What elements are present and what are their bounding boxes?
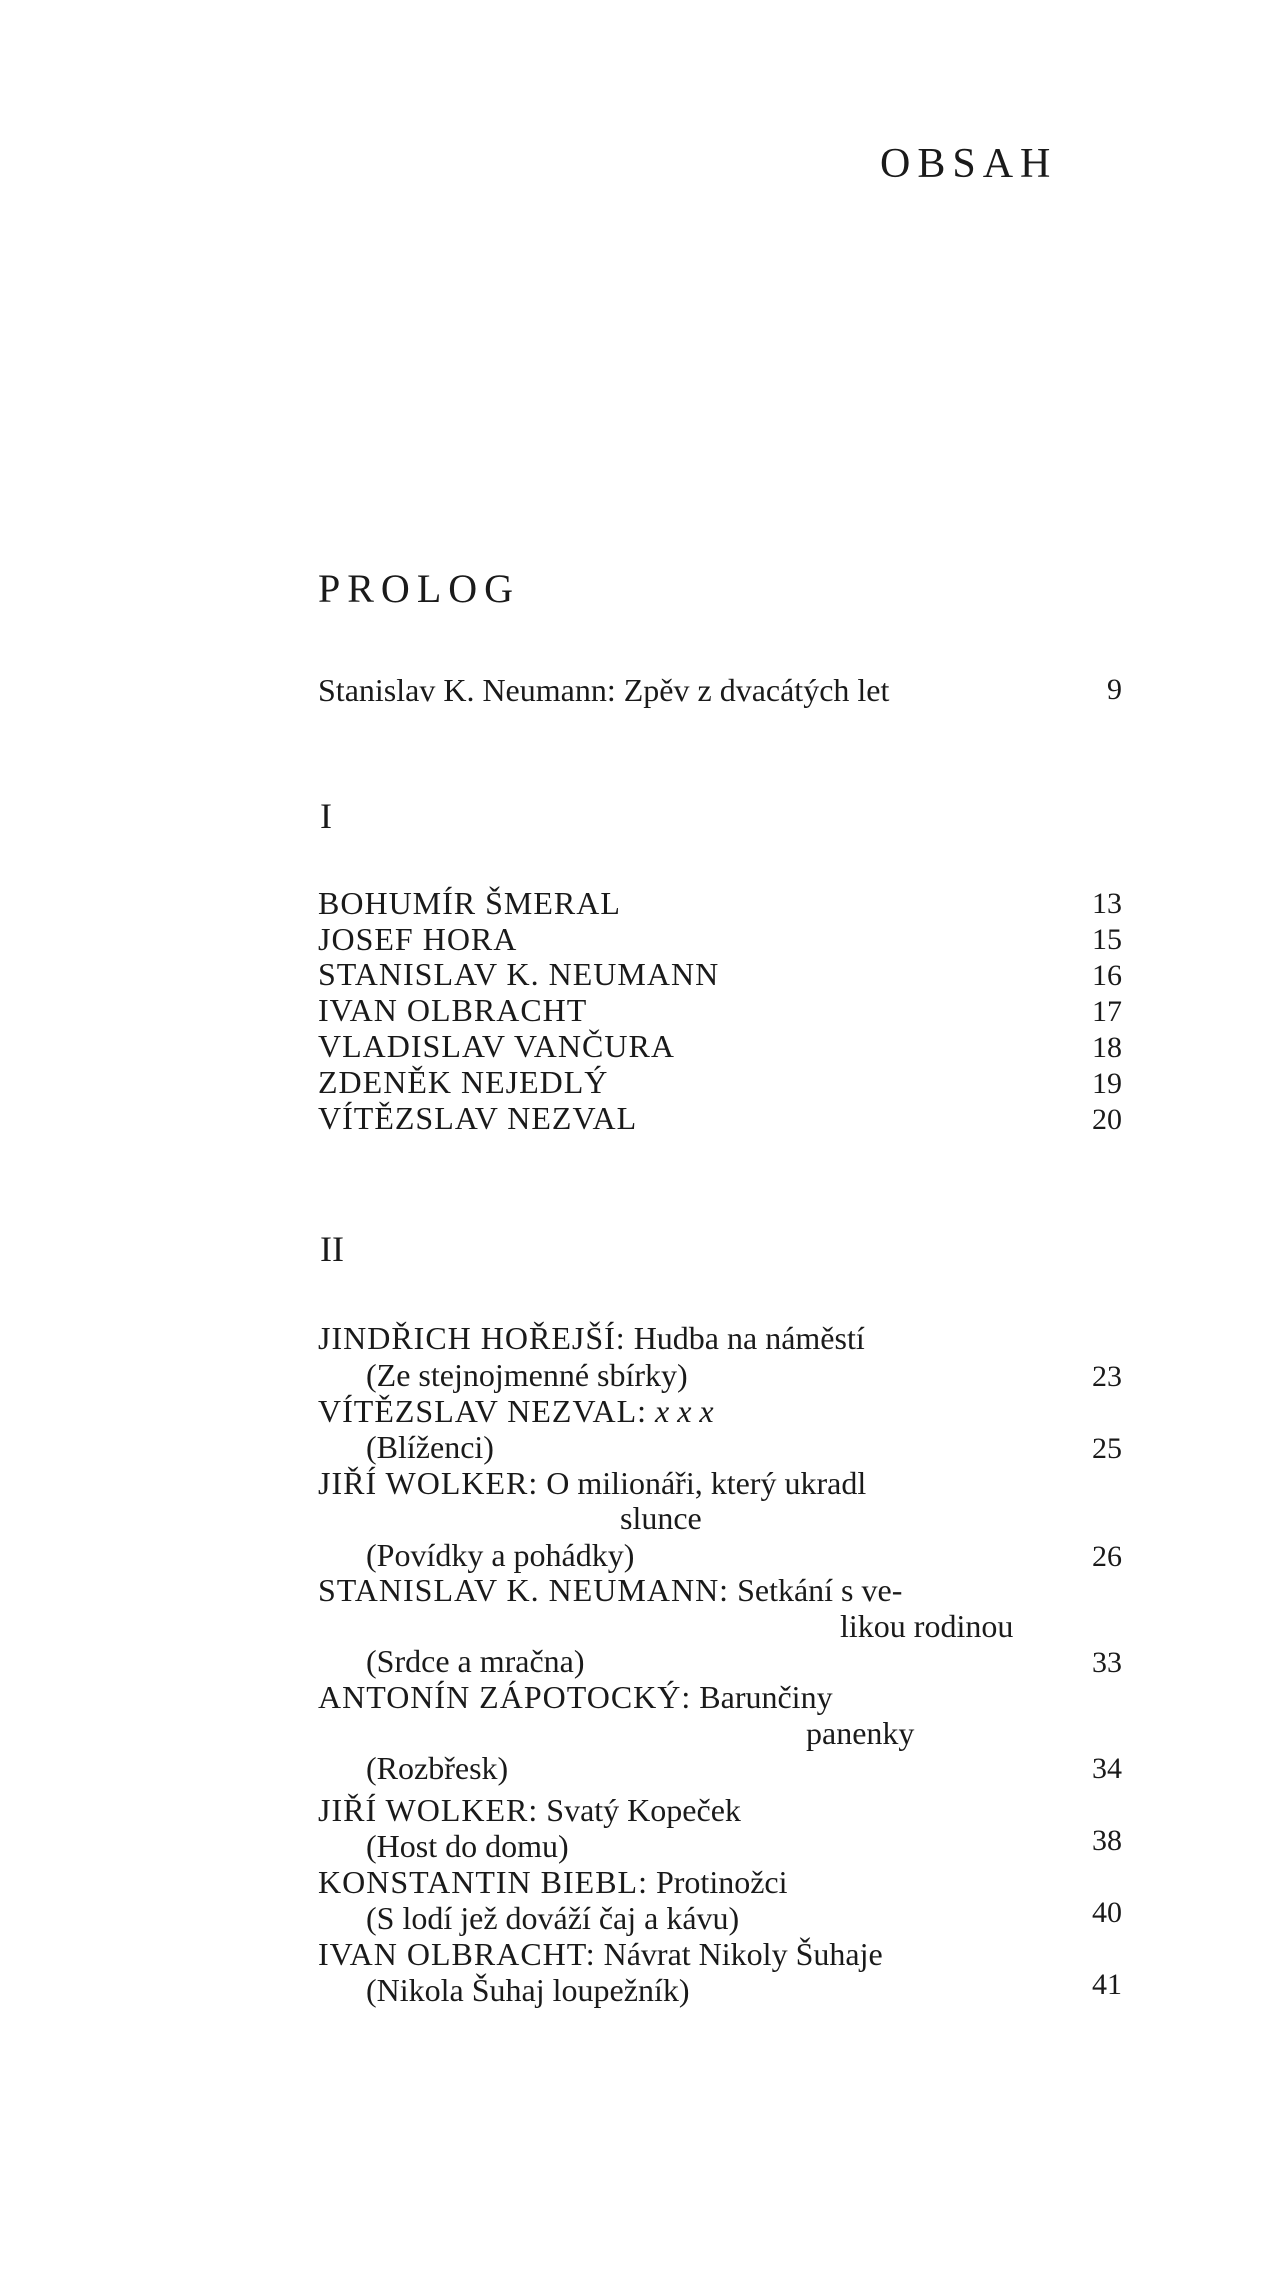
toc-source: (Rozbřesk) (366, 1750, 509, 1786)
toc-work: Barunčiny (699, 1679, 833, 1715)
toc-author: STANISLAV K. NEUMANN: (318, 1572, 730, 1608)
toc-work-continuation: likou rodinou (840, 1608, 1014, 1644)
toc-work: Svatý Kopeček (546, 1792, 741, 1828)
prolog-entry: Stanislav K. Neumann: Zpěv z dvacátých let (318, 672, 890, 708)
toc-author: JIŘÍ WOLKER: (318, 1465, 539, 1501)
toc-page-number: 25 (1092, 1432, 1122, 1465)
toc-entry (318, 1864, 788, 1901)
section-ii-numeral: II (320, 1229, 344, 1269)
toc-entry (318, 1465, 866, 1502)
toc-entry: ZDENĚK NEJEDLÝ (318, 1064, 609, 1100)
toc-entry: STANISLAV K. NEUMANN (318, 956, 720, 992)
section-i-numeral: I (320, 796, 332, 836)
toc-entry: IVAN OLBRACHT (318, 992, 588, 1028)
prolog-heading: PROLOG (318, 566, 521, 611)
toc-page-number: 16 (1092, 959, 1122, 992)
toc-work: Návrat Nikoly Šuhaje (603, 1936, 883, 1972)
toc-page-number: 40 (1092, 1896, 1122, 1929)
toc-work: O milionáři, který ukradl (546, 1465, 867, 1501)
toc-author: KONSTANTIN BIEBL: (318, 1864, 648, 1900)
toc-page-number: 38 (1092, 1824, 1122, 1857)
toc-work: Setkání s ve- (737, 1572, 903, 1608)
toc-page-number: 20 (1092, 1103, 1122, 1136)
toc-page-number: 18 (1092, 1031, 1122, 1064)
toc-source: (Srdce a mračna) (366, 1643, 585, 1679)
toc-source: (Nikola Šuhaj loupežník) (366, 1972, 690, 2008)
toc-page-number: 34 (1092, 1752, 1122, 1785)
toc-entry (318, 1792, 741, 1829)
toc-entry: JOSEF HORA (318, 921, 518, 957)
toc-source: (Blíženci) (366, 1429, 494, 1465)
toc-work: x x x (655, 1393, 714, 1429)
toc-entry: VLADISLAV VANČURA (318, 1028, 675, 1064)
toc-author: JIŘÍ WOLKER: (318, 1792, 539, 1828)
toc-work: Hudba na náměstí (633, 1320, 865, 1356)
toc-entry (318, 1679, 833, 1716)
toc-page-number: 15 (1092, 923, 1122, 956)
toc-author: JINDŘICH HOŘEJŠÍ: (318, 1320, 626, 1356)
toc-work-continuation: slunce (620, 1500, 702, 1536)
toc-author: ANTONÍN ZÁPOTOCKÝ: (318, 1679, 692, 1715)
toc-author: VÍTĚZSLAV NEZVAL: (318, 1393, 647, 1429)
toc-author: IVAN OLBRACHT: (318, 1936, 596, 1972)
toc-source: (Ze stejnojmenné sbírky) (366, 1357, 688, 1393)
toc-page-number: 41 (1092, 1968, 1122, 2001)
toc-entry (318, 1936, 883, 1973)
toc-page-number: 26 (1092, 1540, 1122, 1573)
toc-entry: VÍTĚZSLAV NEZVAL (318, 1100, 638, 1136)
toc-entry: BOHUMÍR ŠMERAL (318, 885, 621, 921)
toc-page-number: 19 (1092, 1067, 1122, 1100)
toc-entry (318, 1572, 902, 1609)
toc-source: (S lodí jež dováží čaj a kávu) (366, 1900, 740, 1936)
page-title: OBSAH (880, 141, 1058, 187)
toc-source: (Host do domu) (366, 1828, 569, 1864)
prolog-page-number: 9 (1107, 673, 1122, 706)
toc-source: (Povídky a pohádky) (366, 1537, 635, 1573)
toc-entry (318, 1320, 865, 1357)
toc-page-number: 13 (1092, 887, 1122, 920)
toc-page-number: 23 (1092, 1360, 1122, 1393)
toc-work: Protinožci (655, 1864, 788, 1900)
toc-page-number: 17 (1092, 995, 1122, 1028)
toc-work-continuation: panenky (806, 1715, 915, 1751)
toc-entry (318, 1393, 714, 1430)
toc-page-number: 33 (1092, 1646, 1122, 1679)
